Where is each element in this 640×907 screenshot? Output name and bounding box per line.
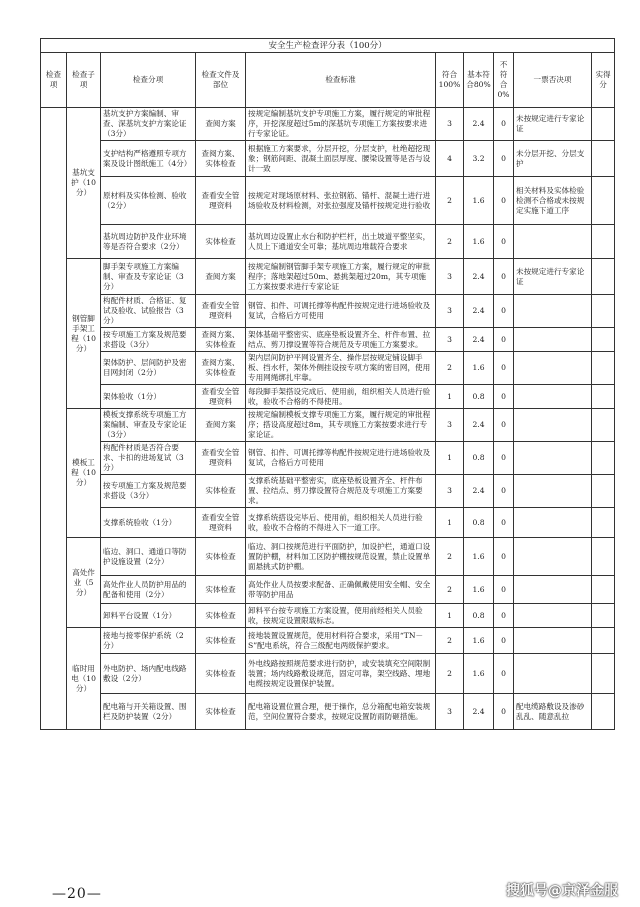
nonconform-score: 0 xyxy=(494,576,514,604)
standard-cell: 按规定对现场原材料、张拉钢筋、锚杆、混凝土进行进场验收及材料检测，对张拉强度及锚杆按规定进行验收 xyxy=(246,177,436,225)
docs-cell: 实体检查 xyxy=(196,576,246,604)
table-row xyxy=(41,328,615,352)
basic-score: 2.4 xyxy=(464,295,494,328)
basic-score: 1.6 xyxy=(464,538,494,576)
division-cell: 模板支撑系统专项施工方案编制、审查及专家论证（3分） xyxy=(101,409,196,442)
conform-score: 2 xyxy=(436,538,464,576)
table-row xyxy=(41,538,615,576)
nonconform-score: 0 xyxy=(494,352,514,385)
item-cell xyxy=(41,108,67,730)
section-name: 基坑支护（10分） xyxy=(67,108,101,259)
basic-score: 1.6 xyxy=(464,628,494,654)
conform-score: 1 xyxy=(436,508,464,538)
nonconform-score: 0 xyxy=(494,177,514,225)
veto-cell xyxy=(514,328,592,352)
nonconform-score: 0 xyxy=(494,538,514,576)
header-docs: 检查文件及部位 xyxy=(196,53,246,108)
division-cell: 支撑系统验收（1分） xyxy=(101,508,196,538)
watermark xyxy=(498,880,618,900)
conform-score: 1 xyxy=(436,604,464,628)
header-nonconform: 不符合0% xyxy=(494,53,514,108)
veto-cell: 配电缆路敷设及渗砂乱乱、随意乱拉 xyxy=(514,694,592,730)
division-cell: 架体验收（1分） xyxy=(101,385,196,409)
docs-cell: 实体检查 xyxy=(196,628,246,654)
table-row xyxy=(41,628,615,654)
standard-cell: 高处作业人员按要求配备、正确佩戴使用安全帽、安全带等防护用品 xyxy=(246,576,436,604)
header-basic: 基本符合80% xyxy=(464,53,494,108)
conform-score: 3 xyxy=(436,259,464,295)
docs-cell: 查看安全管理资料 xyxy=(196,295,246,328)
nonconform-score: 0 xyxy=(494,295,514,328)
actual-score-cell[interactable] xyxy=(592,694,615,730)
veto-cell: 未按规定进行专家论证 xyxy=(514,108,592,141)
nonconform-score: 0 xyxy=(494,385,514,409)
conform-score: 3 xyxy=(436,295,464,328)
veto-cell xyxy=(514,508,592,538)
standard-cell: 按规定编制模板支撑专项施工方案，履行规定的审批程序；搭设高度超过8m，其专项施工方案按要求进行专家论证。 xyxy=(246,409,436,442)
header-row xyxy=(41,53,615,108)
division-cell: 构配件材质是否符合要求、卡扣的进场复试（3分） xyxy=(101,442,196,475)
actual-score-cell[interactable] xyxy=(592,108,615,141)
basic-score: 2.4 xyxy=(464,475,494,508)
basic-score: 1.6 xyxy=(464,177,494,225)
conform-score: 2 xyxy=(436,177,464,225)
conform-score: 4 xyxy=(436,141,464,177)
basic-score: 2.4 xyxy=(464,108,494,141)
header-subitem: 检查子项 xyxy=(67,53,101,108)
docs-cell: 查阅方案、实体检查 xyxy=(196,141,246,177)
conform-score: 2 xyxy=(436,576,464,604)
standard-cell: 支撑系统搭设完毕后、使用前，组织相关人员进行验收，验收不合格的不得进入下一道工序。 xyxy=(246,508,436,538)
nonconform-score: 0 xyxy=(494,141,514,177)
section-name: 模板工程（10分） xyxy=(67,409,101,538)
standard-cell: 配电箱设置位置合理，便于操作，总分箱配电箱安装规范，空间位置符合要求，按规定设置防雨防砸措施。 xyxy=(246,694,436,730)
table-row xyxy=(41,259,615,295)
conform-score: 2 xyxy=(436,352,464,385)
division-cell: 配电箱与开关箱设置、围栏及防护装置（2分） xyxy=(101,694,196,730)
veto-cell: 未分层开挖、分层支护 xyxy=(514,141,592,177)
nonconform-score: 0 xyxy=(494,259,514,295)
basic-score: 2.4 xyxy=(464,409,494,442)
conform-score: 1 xyxy=(436,442,464,475)
basic-score: 0.8 xyxy=(464,508,494,538)
veto-cell xyxy=(514,295,592,328)
table-row xyxy=(41,409,615,442)
nonconform-score: 0 xyxy=(494,328,514,352)
table-row xyxy=(41,295,615,328)
docs-cell: 实体检查 xyxy=(196,538,246,576)
header-conform: 符合100% xyxy=(436,53,464,108)
veto-cell xyxy=(514,576,592,604)
safety-score-table xyxy=(40,38,615,730)
docs-cell: 查阅方案 xyxy=(196,259,246,295)
actual-score-cell[interactable] xyxy=(592,604,615,628)
actual-score-cell[interactable] xyxy=(592,352,615,385)
division-cell: 高处作业人员防护用品的配备和使用（2分） xyxy=(101,576,196,604)
actual-score-cell[interactable] xyxy=(592,538,615,576)
actual-score-cell[interactable] xyxy=(592,328,615,352)
docs-cell: 实体检查 xyxy=(196,475,246,508)
standard-cell: 架体基础平整密实、底座垫板设置齐全、杆件布置、拉结点、剪刀撑设置等符合规范及专项施工方案要求。 xyxy=(246,328,436,352)
docs-cell: 实体检查 xyxy=(196,604,246,628)
division-cell: 脚手架专项施工方案编制、审查及专家论证（3分） xyxy=(101,259,196,295)
nonconform-score: 0 xyxy=(494,604,514,628)
table-title: 安全生产检查评分表（100分） xyxy=(41,39,615,53)
header-item: 检查项 xyxy=(41,53,67,108)
veto-cell: 相关材料及实体检验检测不合格或未按规定实施下道工序 xyxy=(514,177,592,225)
conform-score: 1 xyxy=(436,385,464,409)
actual-score-cell[interactable] xyxy=(592,385,615,409)
page-number: —20— xyxy=(52,886,102,902)
actual-score-cell[interactable] xyxy=(592,576,615,604)
table-row xyxy=(41,442,615,475)
division-cell: 外电防护、场内配电线路敷设（2分） xyxy=(101,654,196,694)
actual-score-cell[interactable] xyxy=(592,508,615,538)
actual-score-cell[interactable] xyxy=(592,628,615,654)
basic-score: 1.6 xyxy=(464,654,494,694)
standard-cell: 卸料平台按专项施工方案设置，使用前经相关人员验收，按规定设置限载标志。 xyxy=(246,604,436,628)
docs-cell: 查看安全管理资料 xyxy=(196,508,246,538)
conform-score: 3 xyxy=(436,328,464,352)
table-row xyxy=(41,475,615,508)
division-cell: 卸料平台设置（1分） xyxy=(101,604,196,628)
table-row xyxy=(41,352,615,385)
table-row xyxy=(41,694,615,730)
docs-cell: 查看安全管理资料 xyxy=(196,442,246,475)
docs-cell: 查阅方案 xyxy=(196,108,246,141)
division-cell: 构配件材质、合格证、复试及验收、试验报告（3分） xyxy=(101,295,196,328)
veto-cell xyxy=(514,628,592,654)
basic-score: 1.6 xyxy=(464,225,494,259)
conform-score: 3 xyxy=(436,108,464,141)
basic-score: 2.4 xyxy=(464,328,494,352)
veto-cell xyxy=(514,475,592,508)
docs-cell: 查阅方案、实体检查 xyxy=(196,328,246,352)
conform-score: 3 xyxy=(436,475,464,508)
section-name: 钢管脚手架工程（10分） xyxy=(67,259,101,409)
header-veto: 一票否决项 xyxy=(514,53,592,108)
nonconform-score: 0 xyxy=(494,628,514,654)
nonconform-score: 0 xyxy=(494,108,514,141)
actual-score-cell[interactable] xyxy=(592,259,615,295)
basic-score: 0.8 xyxy=(464,442,494,475)
standard-cell: 按规定编制基坑支护专项施工方案，履行规定的审批程序，开挖深度超过5m的深基坑专项施工方案按要求进行专家论证。 xyxy=(246,108,436,141)
basic-score: 0.8 xyxy=(464,604,494,628)
division-cell: 原材料及实体检测、验收（2分） xyxy=(101,177,196,225)
header-score: 实得分 xyxy=(592,53,615,108)
table-row xyxy=(41,141,615,177)
nonconform-score: 0 xyxy=(494,694,514,730)
table-row xyxy=(41,576,615,604)
conform-score: 2 xyxy=(436,225,464,259)
conform-score: 3 xyxy=(436,694,464,730)
standard-cell: 钢管、扣件、可调托撑等构配件按规定进行进场验收及复试，合格后方可使用 xyxy=(246,295,436,328)
nonconform-score: 0 xyxy=(494,475,514,508)
docs-cell: 查阅方案 xyxy=(196,409,246,442)
nonconform-score: 0 xyxy=(494,508,514,538)
header-standard: 检查标准 xyxy=(246,53,436,108)
division-cell: 支护结构严格遵照专项方案及设计图纸施工（4分） xyxy=(101,141,196,177)
actual-score-cell[interactable] xyxy=(592,225,615,259)
actual-score-cell[interactable] xyxy=(592,141,615,177)
actual-score-cell[interactable] xyxy=(592,295,615,328)
table-row xyxy=(41,108,615,141)
veto-cell xyxy=(514,409,592,442)
basic-score: 1.6 xyxy=(464,352,494,385)
division-cell: 按专项施工方案及规范要求搭设（3分） xyxy=(101,328,196,352)
standard-cell: 基坑周边设置止水台和防护栏杆，出土坡道平整坚实，人员上下通道安全可靠；基坑周边堆载符合要求 xyxy=(246,225,436,259)
header-division: 检查分项 xyxy=(101,53,196,108)
docs-cell: 查阅方案、实体检查 xyxy=(196,352,246,385)
veto-cell xyxy=(514,385,592,409)
standard-cell: 每段脚手架搭设完成后、使用前，组织相关人员进行验收，验收不合格的不得使用。 xyxy=(246,385,436,409)
conform-score: 2 xyxy=(436,628,464,654)
docs-cell: 查看安全管理资料 xyxy=(196,385,246,409)
table-row xyxy=(41,604,615,628)
nonconform-score: 0 xyxy=(494,409,514,442)
actual-score-cell[interactable] xyxy=(592,475,615,508)
table-row xyxy=(41,654,615,694)
watermark-text: 搜狐号@京泽金服 xyxy=(506,883,618,899)
veto-cell xyxy=(514,538,592,576)
score-table-sheet xyxy=(40,38,614,730)
standard-cell: 根据施工方案要求，分层开挖，分层支护，杜绝超挖现象；钢筋间距、混凝土面层厚度、腰梁设置等是否与设计一致 xyxy=(246,141,436,177)
division-cell: 基坑支护方案编制、审查、深基坑支护方案论证（3分） xyxy=(101,108,196,141)
table-row xyxy=(41,177,615,225)
docs-cell: 实体检查 xyxy=(196,654,246,694)
actual-score-cell[interactable] xyxy=(592,442,615,475)
standard-cell: 按规定编制钢管脚手架专项施工方案，履行规定的审批程序；落地架超过50m、悬挑架超过20m，其专项施工方案按要求进行专家论证 xyxy=(246,259,436,295)
veto-cell xyxy=(514,352,592,385)
nonconform-score: 0 xyxy=(494,442,514,475)
division-cell: 接地与接零保护系统（2分） xyxy=(101,628,196,654)
table-row xyxy=(41,225,615,259)
standard-cell: 接地装置设置规范，使用材料符合要求，采用“TN－S”配电系统，符合三级配电两级保护要求。 xyxy=(246,628,436,654)
nonconform-score: 0 xyxy=(494,654,514,694)
standard-cell: 钢管、扣件、可调托撑等构配件按规定进行进场验收及复试，合格后方可使用 xyxy=(246,442,436,475)
nonconform-score: 0 xyxy=(494,225,514,259)
veto-cell xyxy=(514,604,592,628)
division-cell: 基坑周边防护及作业环境等是否符合要求（2分） xyxy=(101,225,196,259)
actual-score-cell[interactable] xyxy=(592,409,615,442)
standard-cell: 外电线路按照规范要求进行防护，或安装填充空间限制装置；场内线路敷设规范，固定可靠，架空线路、埋地电缆按规定设置保护装置。 xyxy=(246,654,436,694)
standard-cell: 临边、洞口按规范进行平面防护，加设护栏，通道口设置防护棚，材料加工区防护棚按规范设置，禁止设置单面悬挑式防护棚。 xyxy=(246,538,436,576)
actual-score-cell[interactable] xyxy=(592,654,615,694)
basic-score: 0.8 xyxy=(464,385,494,409)
veto-cell xyxy=(514,225,592,259)
basic-score: 1.6 xyxy=(464,576,494,604)
actual-score-cell[interactable] xyxy=(592,177,615,225)
division-cell: 临边、洞口、通道口等防护设施设置（2分） xyxy=(101,538,196,576)
table-body xyxy=(41,108,615,730)
conform-score: 2 xyxy=(436,654,464,694)
basic-score: 3.2 xyxy=(464,141,494,177)
standard-cell: 支撑系统基础平整密实，底座垫板设置齐全、杆件布置、拉结点、剪刀撑设置符合规范及专项施工方案要求。 xyxy=(246,475,436,508)
table-row xyxy=(41,508,615,538)
division-cell: 架体防护、层间防护及密目网封闭（2分） xyxy=(101,352,196,385)
basic-score: 2.4 xyxy=(464,694,494,730)
docs-cell: 查看安全管理资料 xyxy=(196,177,246,225)
veto-cell: 未按规定进行专家论证 xyxy=(514,259,592,295)
section-name: 临时用电（10分） xyxy=(67,628,101,730)
veto-cell xyxy=(514,654,592,694)
docs-cell: 实体检查 xyxy=(196,694,246,730)
table-row xyxy=(41,385,615,409)
division-cell: 按专项施工方案及规范要求搭设（3分） xyxy=(101,475,196,508)
basic-score: 2.4 xyxy=(464,259,494,295)
conform-score: 3 xyxy=(436,409,464,442)
docs-cell: 实体检查 xyxy=(196,225,246,259)
veto-cell xyxy=(514,442,592,475)
section-name: 高处作业（5分） xyxy=(67,538,101,628)
standard-cell: 架内层间防护平网设置齐全、操作层按规定铺设脚手板、挡水杆，架体外侧挂设按专项方案的密目网，使用专用网绳绑扎牢靠。 xyxy=(246,352,436,385)
